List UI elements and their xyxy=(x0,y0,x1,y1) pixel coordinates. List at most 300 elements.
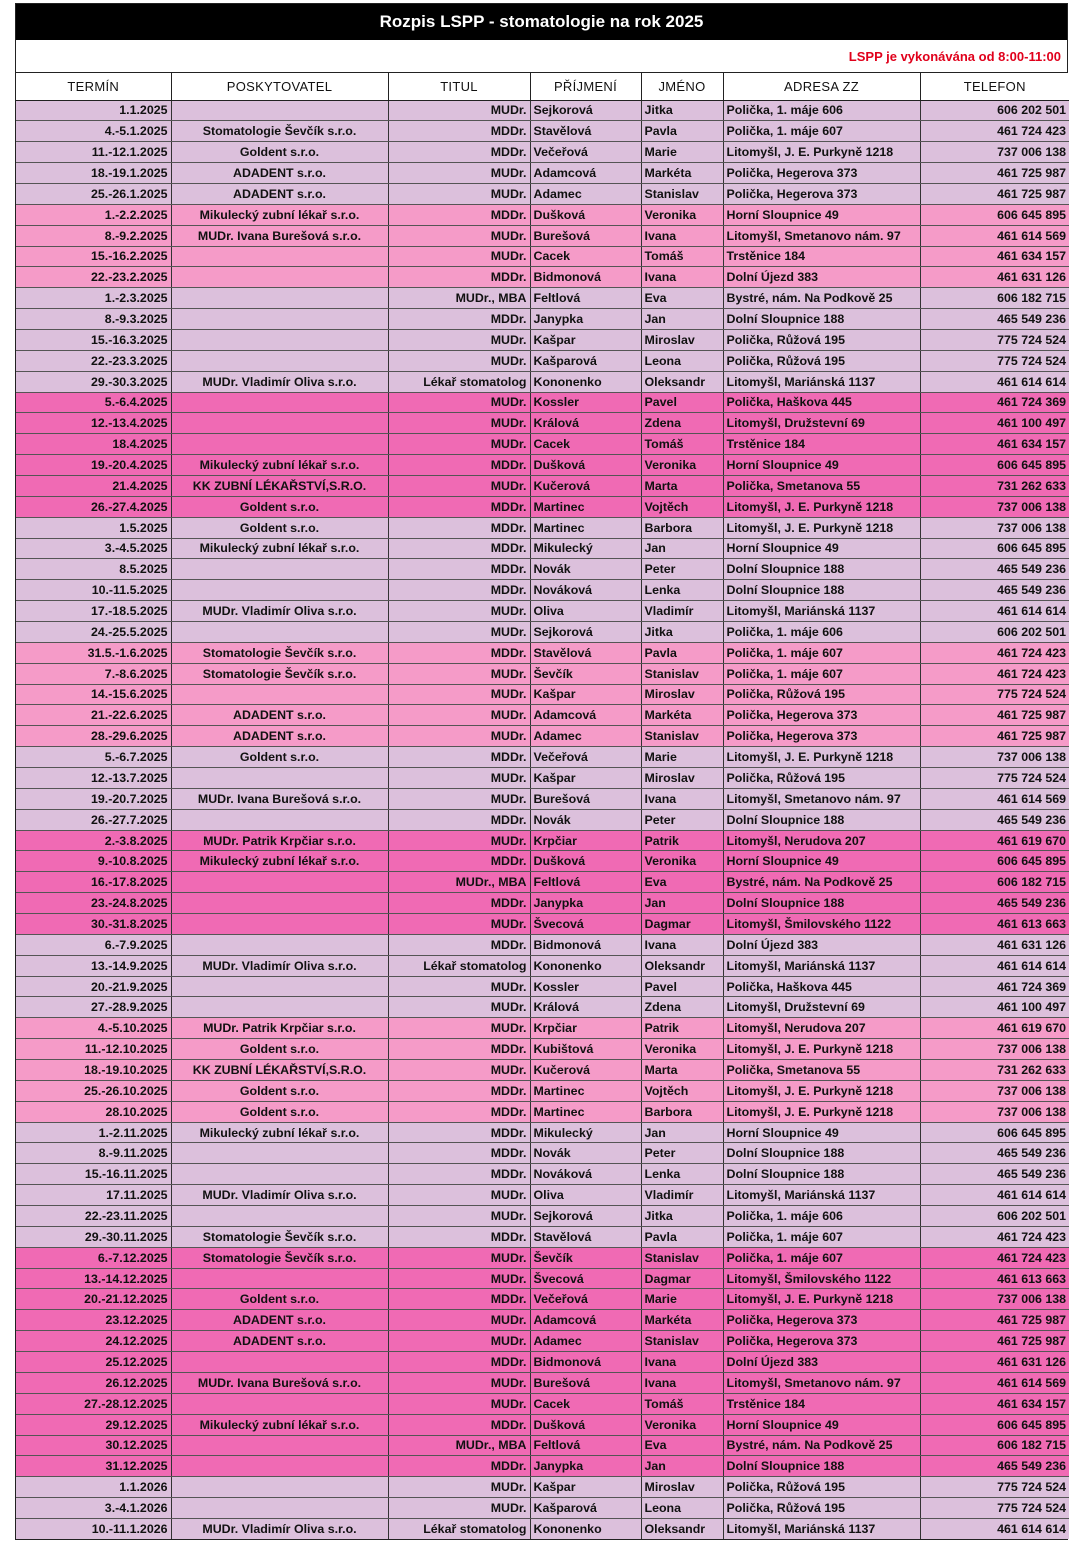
table-row xyxy=(16,1060,1069,1081)
cell-termin: 29.12.2025 xyxy=(16,1414,171,1435)
cell-prijmeni: Kašpar xyxy=(530,684,641,705)
cell-poskytovatel: Goldent s.r.o. xyxy=(171,517,388,538)
cell-prijmeni: Janypka xyxy=(530,893,641,914)
table-row xyxy=(16,1352,1069,1373)
cell-termin: 11.-12.1.2025 xyxy=(16,142,171,163)
cell-adresa: Polička, Růžová 195 xyxy=(723,329,920,350)
table-row xyxy=(16,1310,1069,1331)
cell-titul: MDDr. xyxy=(388,747,530,768)
cell-telefon: 461 724 369 xyxy=(920,976,1069,997)
cell-termin: 18.-19.10.2025 xyxy=(16,1060,171,1081)
cell-telefon: 775 724 524 xyxy=(920,329,1069,350)
cell-titul: MDDr. xyxy=(388,1164,530,1185)
cell-termin: 26.12.2025 xyxy=(16,1372,171,1393)
cell-telefon: 606 645 895 xyxy=(920,851,1069,872)
cell-telefon: 461 631 126 xyxy=(920,267,1069,288)
cell-prijmeni: Sejkorová xyxy=(530,621,641,642)
cell-jmeno: Oleksandr xyxy=(641,955,723,976)
cell-telefon: 461 614 614 xyxy=(920,1185,1069,1206)
cell-termin: 27.-28.12.2025 xyxy=(16,1393,171,1414)
cell-titul: MUDr. xyxy=(388,601,530,622)
cell-telefon: 461 724 423 xyxy=(920,642,1069,663)
cell-termin: 6.-7.12.2025 xyxy=(16,1247,171,1268)
cell-poskytovatel xyxy=(171,434,388,455)
cell-titul: MUDr. xyxy=(388,475,530,496)
cell-telefon: 606 182 715 xyxy=(920,872,1069,893)
cell-poskytovatel: MUDr. Ivana Burešová s.r.o. xyxy=(171,788,388,809)
cell-prijmeni: Švecová xyxy=(530,914,641,935)
table-row xyxy=(16,1122,1069,1143)
cell-prijmeni: Kučerová xyxy=(530,1060,641,1081)
cell-prijmeni: Martinec xyxy=(530,1101,641,1122)
cell-adresa: Polička, Hegerova 373 xyxy=(723,183,920,204)
table-row xyxy=(16,350,1069,371)
table-row xyxy=(16,538,1069,559)
cell-jmeno: Dagmar xyxy=(641,1268,723,1289)
table-row xyxy=(16,413,1069,434)
cell-jmeno: Stanislav xyxy=(641,1247,723,1268)
cell-prijmeni: Kašpar xyxy=(530,329,641,350)
cell-prijmeni: Mikulecký xyxy=(530,538,641,559)
cell-prijmeni: Adamec xyxy=(530,183,641,204)
cell-prijmeni: Cacek xyxy=(530,246,641,267)
cell-poskytovatel xyxy=(171,684,388,705)
cell-adresa: Horní Sloupnice 49 xyxy=(723,851,920,872)
cell-titul: Lékař stomatolog xyxy=(388,955,530,976)
cell-titul: MUDr. xyxy=(388,726,530,747)
cell-telefon: 737 006 138 xyxy=(920,1101,1069,1122)
cell-adresa: Dolní Sloupnice 188 xyxy=(723,309,920,330)
cell-prijmeni: Martinec xyxy=(530,517,641,538)
cell-jmeno: Lenka xyxy=(641,580,723,601)
cell-adresa: Litomyšl, Smetanovo nám. 97 xyxy=(723,788,920,809)
table-row xyxy=(16,684,1069,705)
cell-poskytovatel: ADADENT s.r.o. xyxy=(171,163,388,184)
cell-prijmeni: Večeřová xyxy=(530,1289,641,1310)
cell-titul: MDDr. xyxy=(388,1143,530,1164)
cell-jmeno: Jitka xyxy=(641,621,723,642)
cell-telefon: 461 614 614 xyxy=(920,1518,1069,1539)
cell-poskytovatel: Mikulecký zubní lékař s.r.o. xyxy=(171,1414,388,1435)
cell-titul: MUDr. xyxy=(388,246,530,267)
table-row xyxy=(16,1477,1069,1498)
cell-titul: MUDr. xyxy=(388,392,530,413)
schedule-sheet xyxy=(15,3,1068,1540)
cell-prijmeni: Mikulecký xyxy=(530,1122,641,1143)
table-row xyxy=(16,747,1069,768)
cell-termin: 3.-4.1.2026 xyxy=(16,1498,171,1519)
cell-titul: MUDr. xyxy=(388,1247,530,1268)
cell-termin: 10.-11.1.2026 xyxy=(16,1518,171,1539)
cell-telefon: 737 006 138 xyxy=(920,1039,1069,1060)
table-row xyxy=(16,517,1069,538)
header-termin: TERMÍN xyxy=(16,73,171,100)
cell-jmeno: Jan xyxy=(641,309,723,330)
cell-telefon: 461 725 987 xyxy=(920,705,1069,726)
cell-prijmeni: Feltlová xyxy=(530,872,641,893)
cell-prijmeni: Stavělová xyxy=(530,1226,641,1247)
cell-titul: MUDr. xyxy=(388,663,530,684)
cell-adresa: Litomyšl, Mariánská 1137 xyxy=(723,1518,920,1539)
cell-adresa: Litomyšl, Družstevní 69 xyxy=(723,997,920,1018)
cell-titul: MDDr. xyxy=(388,1080,530,1101)
cell-poskytovatel xyxy=(171,1477,388,1498)
table-row xyxy=(16,997,1069,1018)
cell-telefon: 606 202 501 xyxy=(920,1206,1069,1227)
cell-telefon: 606 645 895 xyxy=(920,204,1069,225)
header-poskytovatel: POSKYTOVATEL xyxy=(171,73,388,100)
cell-termin: 15.-16.2.2025 xyxy=(16,246,171,267)
cell-telefon: 461 634 157 xyxy=(920,434,1069,455)
cell-titul: MDDr. xyxy=(388,1122,530,1143)
cell-termin: 29.-30.11.2025 xyxy=(16,1226,171,1247)
cell-jmeno: Dagmar xyxy=(641,914,723,935)
cell-prijmeni: Bidmonová xyxy=(530,934,641,955)
cell-telefon: 737 006 138 xyxy=(920,747,1069,768)
cell-jmeno: Miroslav xyxy=(641,684,723,705)
cell-poskytovatel xyxy=(171,309,388,330)
cell-telefon: 465 549 236 xyxy=(920,309,1069,330)
cell-termin: 28.10.2025 xyxy=(16,1101,171,1122)
cell-adresa: Dolní Sloupnice 188 xyxy=(723,580,920,601)
cell-titul: MDDr. xyxy=(388,934,530,955)
cell-prijmeni: Martinec xyxy=(530,1080,641,1101)
cell-adresa: Trstěnice 184 xyxy=(723,434,920,455)
cell-prijmeni: Kašparová xyxy=(530,350,641,371)
cell-adresa: Polička, 1. máje 606 xyxy=(723,621,920,642)
cell-jmeno: Vladimír xyxy=(641,601,723,622)
cell-poskytovatel xyxy=(171,559,388,580)
cell-titul: MUDr. xyxy=(388,997,530,1018)
cell-titul: MUDr., MBA xyxy=(388,872,530,893)
cell-jmeno: Marie xyxy=(641,1289,723,1310)
cell-termin: 28.-29.6.2025 xyxy=(16,726,171,747)
cell-termin: 15.-16.11.2025 xyxy=(16,1164,171,1185)
cell-poskytovatel xyxy=(171,768,388,789)
cell-adresa: Litomyšl, Smetanovo nám. 97 xyxy=(723,225,920,246)
hours-note: LSPP je vykonávána od 8:00-11:00 xyxy=(848,49,1061,64)
cell-prijmeni: Krpčiar xyxy=(530,830,641,851)
cell-titul: MUDr. xyxy=(388,830,530,851)
schedule-rows xyxy=(16,100,1069,1539)
cell-titul: MUDr. xyxy=(388,225,530,246)
cell-jmeno: Ivana xyxy=(641,267,723,288)
cell-poskytovatel xyxy=(171,997,388,1018)
cell-termin: 7.-8.6.2025 xyxy=(16,663,171,684)
cell-titul: MDDr. xyxy=(388,517,530,538)
cell-jmeno: Patrik xyxy=(641,1018,723,1039)
cell-jmeno: Pavel xyxy=(641,392,723,413)
cell-prijmeni: Novák xyxy=(530,559,641,580)
cell-poskytovatel xyxy=(171,100,388,121)
cell-titul: MDDr. xyxy=(388,1352,530,1373)
cell-prijmeni: Novák xyxy=(530,1143,641,1164)
cell-telefon: 465 549 236 xyxy=(920,1143,1069,1164)
cell-termin: 4.-5.1.2025 xyxy=(16,121,171,142)
cell-adresa: Litomyšl, Družstevní 69 xyxy=(723,413,920,434)
cell-termin: 19.-20.4.2025 xyxy=(16,455,171,476)
cell-poskytovatel: MUDr. Ivana Burešová s.r.o. xyxy=(171,225,388,246)
cell-adresa: Polička, Hegerova 373 xyxy=(723,163,920,184)
cell-adresa: Dolní Újezd 383 xyxy=(723,267,920,288)
cell-termin: 20.-21.12.2025 xyxy=(16,1289,171,1310)
table-row xyxy=(16,976,1069,997)
cell-telefon: 461 100 497 xyxy=(920,997,1069,1018)
cell-telefon: 606 182 715 xyxy=(920,288,1069,309)
cell-adresa: Horní Sloupnice 49 xyxy=(723,455,920,476)
table-row xyxy=(16,434,1069,455)
cell-jmeno: Peter xyxy=(641,559,723,580)
cell-poskytovatel: ADADENT s.r.o. xyxy=(171,1331,388,1352)
cell-termin: 11.-12.10.2025 xyxy=(16,1039,171,1060)
cell-termin: 25.12.2025 xyxy=(16,1352,171,1373)
cell-telefon: 606 645 895 xyxy=(920,455,1069,476)
cell-termin: 27.-28.9.2025 xyxy=(16,997,171,1018)
table-row xyxy=(16,788,1069,809)
cell-adresa: Litomyšl, Šmilovského 1122 xyxy=(723,914,920,935)
cell-titul: MDDr. xyxy=(388,1101,530,1122)
cell-termin: 1.-2.2.2025 xyxy=(16,204,171,225)
table-row xyxy=(16,329,1069,350)
cell-telefon: 461 634 157 xyxy=(920,246,1069,267)
cell-termin: 1.1.2025 xyxy=(16,100,171,121)
table-row xyxy=(16,1414,1069,1435)
table-row xyxy=(16,371,1069,392)
cell-termin: 18.-19.1.2025 xyxy=(16,163,171,184)
cell-telefon: 461 725 987 xyxy=(920,163,1069,184)
cell-jmeno: Jitka xyxy=(641,1206,723,1227)
cell-telefon: 775 724 524 xyxy=(920,1477,1069,1498)
cell-jmeno: Ivana xyxy=(641,225,723,246)
cell-jmeno: Jan xyxy=(641,1122,723,1143)
table-row xyxy=(16,1206,1069,1227)
cell-poskytovatel: MUDr. Ivana Burešová s.r.o. xyxy=(171,1372,388,1393)
cell-poskytovatel xyxy=(171,1143,388,1164)
cell-jmeno: Veronika xyxy=(641,1039,723,1060)
cell-jmeno: Pavla xyxy=(641,121,723,142)
cell-telefon: 731 262 633 xyxy=(920,1060,1069,1081)
cell-termin: 23.12.2025 xyxy=(16,1310,171,1331)
cell-titul: MDDr. xyxy=(388,204,530,225)
cell-prijmeni: Kononenko xyxy=(530,955,641,976)
cell-jmeno: Miroslav xyxy=(641,1477,723,1498)
cell-titul: MUDr. xyxy=(388,914,530,935)
header-titul: TITUL xyxy=(388,73,530,100)
cell-prijmeni: Večeřová xyxy=(530,142,641,163)
cell-termin: 29.-30.3.2025 xyxy=(16,371,171,392)
cell-jmeno: Patrik xyxy=(641,830,723,851)
cell-termin: 14.-15.6.2025 xyxy=(16,684,171,705)
cell-poskytovatel: MUDr. Vladimír Oliva s.r.o. xyxy=(171,371,388,392)
cell-jmeno: Jan xyxy=(641,1456,723,1477)
cell-termin: 25.-26.10.2025 xyxy=(16,1080,171,1101)
table-row xyxy=(16,225,1069,246)
cell-jmeno: Lenka xyxy=(641,1164,723,1185)
cell-prijmeni: Kašpar xyxy=(530,768,641,789)
cell-poskytovatel: ADADENT s.r.o. xyxy=(171,1310,388,1331)
cell-telefon: 465 549 236 xyxy=(920,1164,1069,1185)
cell-poskytovatel: ADADENT s.r.o. xyxy=(171,183,388,204)
header-row xyxy=(16,73,1069,100)
cell-jmeno: Vojtěch xyxy=(641,496,723,517)
cell-adresa: Polička, Růžová 195 xyxy=(723,768,920,789)
table-row xyxy=(16,621,1069,642)
cell-telefon: 461 619 670 xyxy=(920,1018,1069,1039)
cell-prijmeni: Martinec xyxy=(530,496,641,517)
cell-titul: MUDr. xyxy=(388,434,530,455)
cell-poskytovatel: MUDr. Patrik Krpčiar s.r.o. xyxy=(171,1018,388,1039)
cell-jmeno: Leona xyxy=(641,350,723,371)
cell-adresa: Polička, Hegerova 373 xyxy=(723,705,920,726)
cell-prijmeni: Kubištová xyxy=(530,1039,641,1060)
cell-poskytovatel: Goldent s.r.o. xyxy=(171,1289,388,1310)
cell-titul: MDDr. xyxy=(388,1456,530,1477)
cell-adresa: Trstěnice 184 xyxy=(723,1393,920,1414)
table-row xyxy=(16,642,1069,663)
cell-telefon: 465 549 236 xyxy=(920,809,1069,830)
cell-prijmeni: Burešová xyxy=(530,1372,641,1393)
table-row xyxy=(16,768,1069,789)
cell-termin: 10.-11.5.2025 xyxy=(16,580,171,601)
cell-poskytovatel xyxy=(171,872,388,893)
cell-poskytovatel: MUDr. Vladimír Oliva s.r.o. xyxy=(171,955,388,976)
cell-jmeno: Veronika xyxy=(641,455,723,476)
cell-telefon: 461 619 670 xyxy=(920,830,1069,851)
cell-jmeno: Eva xyxy=(641,1435,723,1456)
cell-jmeno: Markéta xyxy=(641,1310,723,1331)
cell-adresa: Dolní Sloupnice 188 xyxy=(723,809,920,830)
table-row xyxy=(16,934,1069,955)
cell-jmeno: Markéta xyxy=(641,705,723,726)
cell-telefon: 461 725 987 xyxy=(920,1310,1069,1331)
cell-poskytovatel xyxy=(171,413,388,434)
cell-termin: 21.4.2025 xyxy=(16,475,171,496)
cell-prijmeni: Ševčík xyxy=(530,663,641,684)
cell-termin: 5.-6.7.2025 xyxy=(16,747,171,768)
cell-poskytovatel xyxy=(171,1498,388,1519)
cell-prijmeni: Krpčiar xyxy=(530,1018,641,1039)
cell-titul: MUDr. xyxy=(388,1393,530,1414)
cell-poskytovatel: Goldent s.r.o. xyxy=(171,1039,388,1060)
cell-telefon: 606 182 715 xyxy=(920,1435,1069,1456)
table-row xyxy=(16,1247,1069,1268)
cell-adresa: Horní Sloupnice 49 xyxy=(723,1414,920,1435)
cell-prijmeni: Nováková xyxy=(530,1164,641,1185)
cell-jmeno: Pavla xyxy=(641,1226,723,1247)
cell-titul: MDDr. xyxy=(388,1226,530,1247)
cell-titul: MUDr. xyxy=(388,1331,530,1352)
cell-termin: 12.-13.7.2025 xyxy=(16,768,171,789)
cell-termin: 8.5.2025 xyxy=(16,559,171,580)
hours-note-row xyxy=(16,40,1067,73)
cell-titul: MDDr. xyxy=(388,496,530,517)
cell-adresa: Polička, 1. máje 607 xyxy=(723,663,920,684)
cell-poskytovatel xyxy=(171,934,388,955)
cell-telefon: 461 725 987 xyxy=(920,1331,1069,1352)
cell-poskytovatel: MUDr. Vladimír Oliva s.r.o. xyxy=(171,1185,388,1206)
table-row xyxy=(16,1018,1069,1039)
cell-jmeno: Peter xyxy=(641,809,723,830)
table-row xyxy=(16,100,1069,121)
cell-adresa: Polička, Růžová 195 xyxy=(723,684,920,705)
cell-poskytovatel xyxy=(171,267,388,288)
table-row xyxy=(16,1372,1069,1393)
cell-telefon: 737 006 138 xyxy=(920,1289,1069,1310)
cell-termin: 8.-9.3.2025 xyxy=(16,309,171,330)
cell-termin: 8.-9.11.2025 xyxy=(16,1143,171,1164)
table-row xyxy=(16,809,1069,830)
cell-prijmeni: Kononenko xyxy=(530,371,641,392)
cell-prijmeni: Oliva xyxy=(530,601,641,622)
cell-titul: MDDr. xyxy=(388,1414,530,1435)
cell-termin: 1.1.2026 xyxy=(16,1477,171,1498)
cell-telefon: 461 725 987 xyxy=(920,726,1069,747)
cell-titul: MUDr. xyxy=(388,1060,530,1081)
cell-jmeno: Vladimír xyxy=(641,1185,723,1206)
table-row xyxy=(16,1331,1069,1352)
cell-telefon: 775 724 524 xyxy=(920,684,1069,705)
cell-termin: 1.-2.3.2025 xyxy=(16,288,171,309)
cell-jmeno: Oleksandr xyxy=(641,371,723,392)
cell-poskytovatel: Mikulecký zubní lékař s.r.o. xyxy=(171,204,388,225)
cell-poskytovatel: ADADENT s.r.o. xyxy=(171,726,388,747)
cell-jmeno: Marie xyxy=(641,142,723,163)
cell-termin: 3.-4.5.2025 xyxy=(16,538,171,559)
cell-adresa: Polička, 1. máje 606 xyxy=(723,100,920,121)
cell-termin: 6.-7.9.2025 xyxy=(16,934,171,955)
cell-telefon: 461 614 569 xyxy=(920,1372,1069,1393)
cell-jmeno: Eva xyxy=(641,288,723,309)
cell-adresa: Bystré, nám. Na Podkově 25 xyxy=(723,1435,920,1456)
cell-telefon: 461 614 614 xyxy=(920,955,1069,976)
cell-poskytovatel xyxy=(171,621,388,642)
cell-poskytovatel xyxy=(171,350,388,371)
table-row xyxy=(16,392,1069,413)
table-row xyxy=(16,893,1069,914)
cell-poskytovatel xyxy=(171,976,388,997)
cell-adresa: Polička, Hegerova 373 xyxy=(723,1310,920,1331)
table-row xyxy=(16,705,1069,726)
table-row xyxy=(16,830,1069,851)
cell-termin: 22.-23.3.2025 xyxy=(16,350,171,371)
cell-adresa: Litomyšl, J. E. Purkyně 1218 xyxy=(723,1080,920,1101)
table-row xyxy=(16,914,1069,935)
cell-titul: MUDr. xyxy=(388,1185,530,1206)
cell-jmeno: Miroslav xyxy=(641,768,723,789)
cell-adresa: Trstěnice 184 xyxy=(723,246,920,267)
cell-titul: MUDr. xyxy=(388,163,530,184)
cell-telefon: 461 724 423 xyxy=(920,663,1069,684)
cell-termin: 17.-18.5.2025 xyxy=(16,601,171,622)
cell-telefon: 461 724 423 xyxy=(920,121,1069,142)
cell-jmeno: Veronika xyxy=(641,204,723,225)
cell-adresa: Litomyšl, Nerudova 207 xyxy=(723,830,920,851)
cell-jmeno: Peter xyxy=(641,1143,723,1164)
cell-titul: MUDr. xyxy=(388,1268,530,1289)
cell-adresa: Dolní Újezd 383 xyxy=(723,934,920,955)
table-row xyxy=(16,580,1069,601)
cell-telefon: 775 724 524 xyxy=(920,768,1069,789)
cell-jmeno: Tomáš xyxy=(641,1393,723,1414)
cell-adresa: Polička, 1. máje 607 xyxy=(723,1247,920,1268)
cell-adresa: Dolní Újezd 383 xyxy=(723,1352,920,1373)
cell-telefon: 606 645 895 xyxy=(920,1414,1069,1435)
cell-jmeno: Tomáš xyxy=(641,434,723,455)
cell-jmeno: Leona xyxy=(641,1498,723,1519)
cell-prijmeni: Novák xyxy=(530,809,641,830)
cell-jmeno: Pavla xyxy=(641,642,723,663)
cell-titul: MDDr. xyxy=(388,267,530,288)
